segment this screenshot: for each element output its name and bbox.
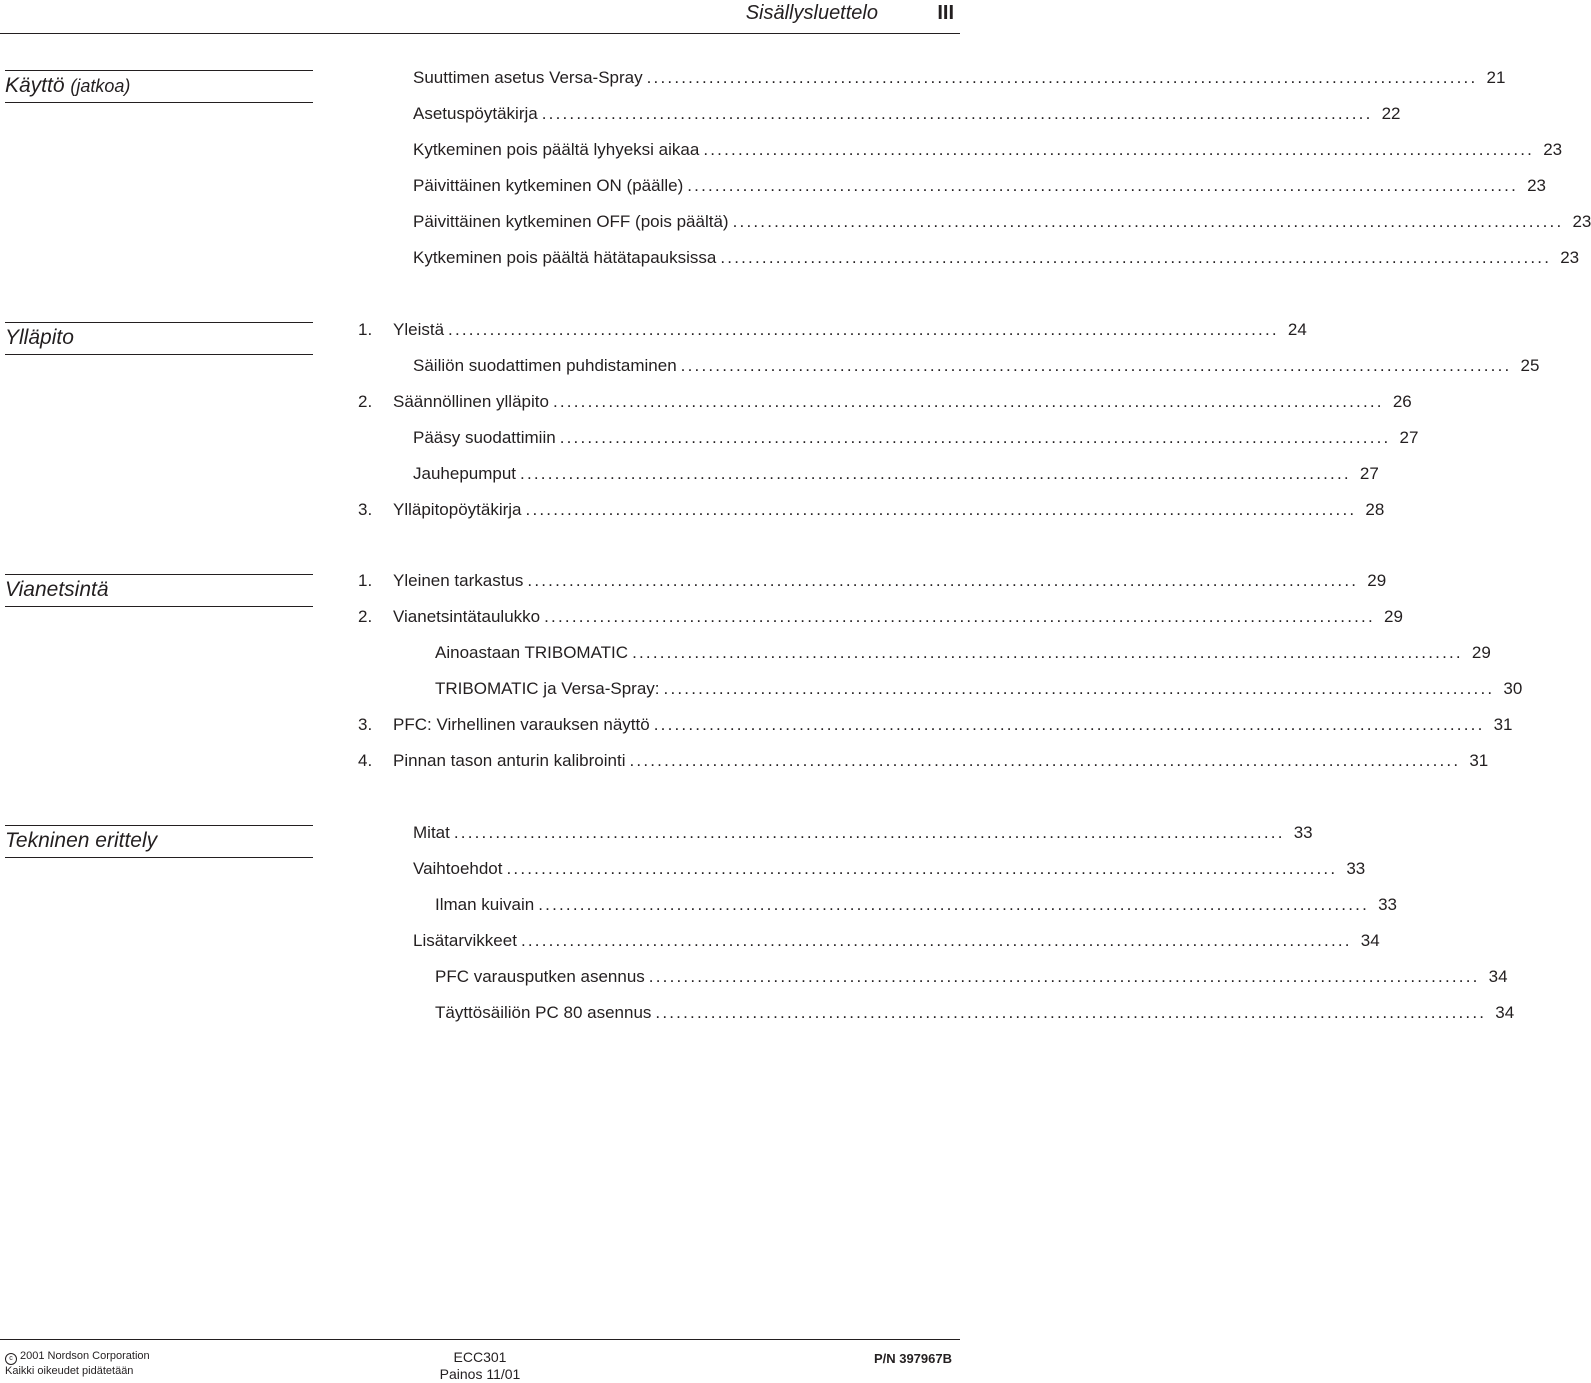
toc-leader-dots: ........................................................................................................................ <box>453 823 1285 842</box>
toc-entry-page: 21 <box>1486 68 1506 87</box>
toc-entry-label: Suuttimen asetus Versa-Spray <box>413 68 643 87</box>
toc-entry-page: 24 <box>1287 320 1307 339</box>
toc-leader-dots: ........................................................................................................................ <box>655 1003 1487 1022</box>
toc-leader-dots: ........................................................................................................................ <box>653 715 1485 734</box>
header-rule <box>0 33 960 34</box>
toc-leader-dots: ........................................................................................................................ <box>632 643 1463 662</box>
toc-entry-number: 4. <box>358 751 373 770</box>
toc-entry <box>435 893 1397 917</box>
toc-entry <box>358 318 1307 342</box>
toc-entry-page: 30 <box>1503 679 1523 698</box>
toc-entry <box>358 749 1489 773</box>
toc-entry <box>358 713 1513 737</box>
toc-entry-page: 34 <box>1488 967 1508 986</box>
toc-entry-label: TRIBOMATIC ja Versa-Spray: <box>435 679 660 698</box>
toc-entry <box>413 102 1401 126</box>
toc-entry-page: 27 <box>1359 464 1379 483</box>
toc-entry-label: Jauhepumput <box>413 464 517 483</box>
toc-entry-page: 29 <box>1471 643 1491 662</box>
toc-entry <box>413 66 1506 90</box>
toc-entry <box>358 498 1385 522</box>
toc-leader-dots: ........................................................................................................................ <box>732 212 1564 231</box>
toc-entry-page: 23 <box>1543 140 1563 159</box>
toc-entry <box>358 390 1412 414</box>
toc-entry-page: 29 <box>1367 571 1387 590</box>
toc-entry-page: 28 <box>1365 500 1385 519</box>
section-title-text: Tekninen erittely <box>5 829 158 852</box>
toc-entry-page: 34 <box>1360 931 1380 950</box>
toc-entry-label: PFC: Virhellinen varauksen näyttö <box>393 715 650 734</box>
toc-entry-number: 1. <box>358 320 373 339</box>
toc-entry-page: 31 <box>1493 715 1513 734</box>
toc-entry-label: Ylläpitopöytäkirja <box>393 500 522 519</box>
footer-doc-info <box>436 1349 524 1383</box>
toc-entry-number: 1. <box>358 571 373 590</box>
toc-entry-label: Asetuspöytäkirja <box>413 104 538 123</box>
toc-leader-dots: ........................................................................................................................ <box>506 859 1338 878</box>
toc-entry <box>413 821 1313 845</box>
copyright-text: 2001 Nordson Corporation <box>20 1350 150 1362</box>
toc-leader-dots: ........................................................................................................................ <box>687 176 1519 195</box>
toc-entry-label: Päivittäinen kytkeminen OFF (pois päältä) <box>413 212 729 231</box>
toc-entry-page: 23 <box>1572 212 1591 231</box>
toc-entry-number: 3. <box>358 500 373 519</box>
toc-entry-page: 23 <box>1560 248 1580 267</box>
section-title-text: Vianetsintä <box>5 578 109 601</box>
toc-entry <box>435 1001 1515 1025</box>
toc-entry <box>413 354 1540 378</box>
toc-entry-label: Kytkeminen pois päältä lyhyeksi aikaa <box>413 140 700 159</box>
rights-text: Kaikki oikeudet pidätetään <box>5 1365 134 1377</box>
toc-entry-page: 25 <box>1520 356 1540 375</box>
toc-entry-page: 33 <box>1378 895 1397 914</box>
toc-leader-dots: ........................................................................................................................ <box>720 248 1552 267</box>
toc-leader-dots: ........................................................................................................................ <box>552 392 1384 411</box>
section-title <box>5 70 313 103</box>
toc-entry-page: 31 <box>1469 751 1489 770</box>
edition: Painos 11/01 <box>439 1366 521 1382</box>
toc-entry-label: Säännöllinen ylläpito <box>393 392 549 411</box>
toc-leader-dots: ........................................................................................................................ <box>527 571 1359 590</box>
toc-entry <box>413 174 1547 198</box>
toc-entry-number: 2. <box>358 392 373 411</box>
toc-entry-page: 33 <box>1293 823 1313 842</box>
toc-entry-page: 27 <box>1399 428 1419 447</box>
toc-entry-page: 26 <box>1392 392 1412 411</box>
toc-entry-label: Mitat <box>413 823 450 842</box>
toc-leader-dots: ........................................................................................................................ <box>663 679 1495 698</box>
toc-leader-dots: ........................................................................................................................ <box>541 104 1373 123</box>
toc-leader-dots: ........................................................................................................................ <box>525 500 1357 519</box>
toc-entry-label: Kytkeminen pois päältä hätätapauksissa <box>413 248 717 267</box>
toc-leader-dots: ........................................................................................................................ <box>544 607 1375 626</box>
header-title: Sisällysluettelo <box>745 2 878 24</box>
doc-code: ECC301 <box>453 1349 507 1365</box>
toc-leader-dots: ........................................................................................................................ <box>680 356 1512 375</box>
section-title <box>5 322 313 355</box>
section-title <box>5 574 313 607</box>
copyright-icon: c <box>5 1353 17 1365</box>
toc-entry-label: Ilman kuivain <box>435 895 535 914</box>
toc-entry <box>358 569 1387 593</box>
toc-entry-label: Yleinen tarkastus <box>393 571 524 590</box>
toc-leader-dots: ........................................................................................................................ <box>648 967 1480 986</box>
toc-entry <box>413 462 1379 486</box>
toc-entry-label: Lisätarvikkeet <box>413 931 517 950</box>
toc-entry-label: Täyttösäiliön PC 80 asennus <box>435 1003 652 1022</box>
toc-entry-number: 3. <box>358 715 373 734</box>
toc-leader-dots: ........................................................................................................................ <box>520 931 1352 950</box>
toc-entry-label: Säiliön suodattimen puhdistaminen <box>413 356 677 375</box>
toc-entry <box>413 246 1580 270</box>
section-subtitle: (jatkoa) <box>70 76 131 96</box>
toc-leader-dots: ........................................................................................................................ <box>646 68 1478 87</box>
toc-entry <box>358 605 1403 629</box>
toc-entry-label: Vianetsintätaulukko <box>393 607 541 626</box>
toc-entry <box>435 677 1523 701</box>
toc-entry <box>435 641 1491 665</box>
toc-entry-page: 33 <box>1346 859 1366 878</box>
toc-entry <box>413 857 1366 881</box>
section-title-text: Ylläpito <box>5 326 74 349</box>
toc-entry-label: Päivittäinen kytkeminen ON (päälle) <box>413 176 684 195</box>
part-number: P/N 397967B <box>873 1351 952 1366</box>
toc-entry-page: 34 <box>1495 1003 1515 1022</box>
toc-entry-page: 23 <box>1527 176 1547 195</box>
toc-leader-dots: ........................................................................................................................ <box>520 464 1351 483</box>
toc-leader-dots: ........................................................................................................................ <box>448 320 1279 339</box>
toc-entry <box>413 426 1419 450</box>
toc-entry-page: 22 <box>1381 104 1401 123</box>
toc-entry-label: Yleistä <box>393 320 445 339</box>
section-title-text: Käyttö <box>5 74 65 97</box>
toc-leader-dots: ........................................................................................................................ <box>538 895 1369 914</box>
toc-entry-label: Vaihtoehdot <box>413 859 503 878</box>
footer-rule <box>0 1339 960 1340</box>
toc-entry-label: Pääsy suodattimiin <box>413 428 556 447</box>
toc-entry <box>413 138 1563 162</box>
toc-entry <box>435 965 1508 989</box>
toc-leader-dots: ........................................................................................................................ <box>629 751 1461 770</box>
footer-copyright <box>5 1350 150 1378</box>
toc-entry <box>413 210 1591 234</box>
toc-leader-dots: ........................................................................................................................ <box>559 428 1391 447</box>
toc-entry-page: 29 <box>1383 607 1403 626</box>
toc-entry <box>413 929 1380 953</box>
toc-entry-label: Pinnan tason anturin kalibrointi <box>393 751 626 770</box>
section-title <box>5 825 313 858</box>
toc-entry-number: 2. <box>358 607 373 626</box>
toc-entry-label: PFC varausputken asennus <box>435 967 645 986</box>
toc-entry-label: Ainoastaan TRIBOMATIC <box>435 643 629 662</box>
header-page-number: III <box>937 2 954 24</box>
toc-leader-dots: ........................................................................................................................ <box>703 140 1535 159</box>
